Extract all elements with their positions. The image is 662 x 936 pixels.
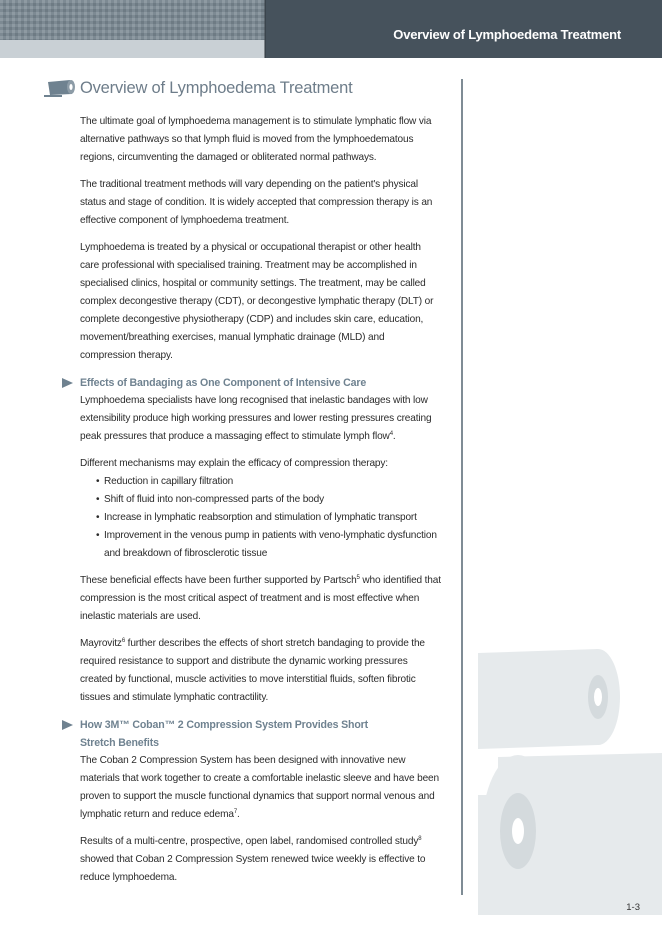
text-span: . bbox=[237, 809, 240, 820]
page-number: 1-3 bbox=[626, 902, 640, 913]
section-heading-bandaging bbox=[80, 374, 442, 392]
section-heading-text: How 3M™ Coban™ 2 Compression System Provides Short bbox=[80, 719, 369, 731]
text-span: Lymphoedema specialists have long recognised that inelastic bandages with low extensibility produce high working pressures and lower resting pressures creating peak pressures that produce a massaging effect to stimulate lymph flow bbox=[80, 395, 432, 442]
section1-paragraph-3 bbox=[80, 572, 442, 626]
bandage-roll-icon bbox=[42, 78, 76, 98]
bandage-rolls-illustration bbox=[478, 645, 662, 915]
section-heading-text: Effects of Bandaging as One Component of Intensive Care bbox=[80, 377, 367, 389]
text-span: further describes the effects of short stretch bandaging to provide the required resistance to support and distribute the dynamic working pressures created by functional, muscle activities to move interstitial fluids, soften fibrotic tissues and stimulate lymphatic contractility. bbox=[80, 638, 425, 703]
list-item: • Improvement in the venous pump in patients with veno-lymphatic dysfunction and breakdown of fibrosclerotic tissue bbox=[80, 527, 442, 563]
main-content bbox=[80, 113, 442, 896]
citation-ref: 8 bbox=[418, 836, 422, 842]
citation-ref: 4 bbox=[389, 431, 393, 437]
section2-paragraph-2 bbox=[80, 833, 442, 887]
citation-ref: 7 bbox=[233, 809, 238, 815]
page-header bbox=[0, 0, 662, 58]
text-span: These beneficial effects have been further supported by Partsch bbox=[80, 575, 357, 586]
text-span: Results of a multi-centre, prospective, open label, randomised controlled study bbox=[80, 836, 419, 847]
list-item: • Shift of fluid into non-compressed parts of the body bbox=[80, 491, 442, 509]
section1-paragraph-1 bbox=[80, 392, 442, 446]
text-span: The Coban 2 Compression System has been designed with innovative new materials that work together to create a comfortable inelastic sleeve and have been proven to support the muscle functional dynamics that support normal venous and lymphatic return and reduce edema bbox=[80, 755, 439, 820]
citation-ref: 5 bbox=[356, 575, 360, 581]
triangle-arrow-icon bbox=[62, 720, 73, 730]
section1-paragraph-2: Different mechanisms may explain the efficacy of compression therapy: bbox=[80, 458, 388, 469]
triangle-arrow-icon bbox=[62, 378, 73, 388]
mechanism-list bbox=[80, 473, 442, 563]
page-title-row bbox=[42, 77, 353, 99]
header-title: Overview of Lymphoedema Treatment bbox=[393, 27, 621, 42]
section2-paragraph-1 bbox=[80, 752, 442, 824]
list-item: • Increase in lymphatic reabsorption and stimulation of lymphatic transport bbox=[80, 509, 442, 527]
text-span: who identified that compression is the most critical aspect of treatment and is most effective when inelastic materials are used. bbox=[80, 575, 441, 622]
section-heading-text: Stretch Benefits bbox=[80, 737, 159, 749]
text-span: showed that Coban 2 Compression System renewed twice weekly is effective to reduce lymphoedema. bbox=[80, 854, 426, 883]
intro-paragraph-3: Lymphoedema is treated by a physical or occupational therapist or other health care professional with specialised training. Treatment may be accomplished in specialised clinics, hospital or community settings. The treatment, may be called complex decongestive therapy (CDT), or decongestive lymphatic therapy (DLT) or complete decongestive physiotherapy (CDP) and includes skin care, education, movement/breathing exercises, manual lymphatic drainage (MLD) and compression therapy. bbox=[80, 242, 434, 361]
intro-paragraph-1: The ultimate goal of lymphoedema management is to stimulate lymphatic flow via alternative pathways so that lymph fluid is moved from the lymphoedematous regions, circumventing the damaged or obliterated normal pathways. bbox=[80, 116, 432, 163]
page-title: Overview of Lymphoedema Treatment bbox=[80, 78, 353, 97]
section1-paragraph-4 bbox=[80, 635, 442, 707]
list-item: • Reduction in capillary filtration bbox=[80, 473, 442, 491]
citation-ref: 6 bbox=[121, 638, 126, 644]
text-span: . bbox=[392, 431, 396, 442]
text-span: Mayrovitz bbox=[80, 638, 122, 649]
column-divider bbox=[461, 79, 463, 895]
intro-paragraph-2: The traditional treatment methods will vary depending on the patient's physical status and stage of condition. It is widely accepted that compression therapy is an effective component of lymphoedema treatment. bbox=[80, 179, 433, 226]
section-heading-coban bbox=[80, 716, 442, 752]
